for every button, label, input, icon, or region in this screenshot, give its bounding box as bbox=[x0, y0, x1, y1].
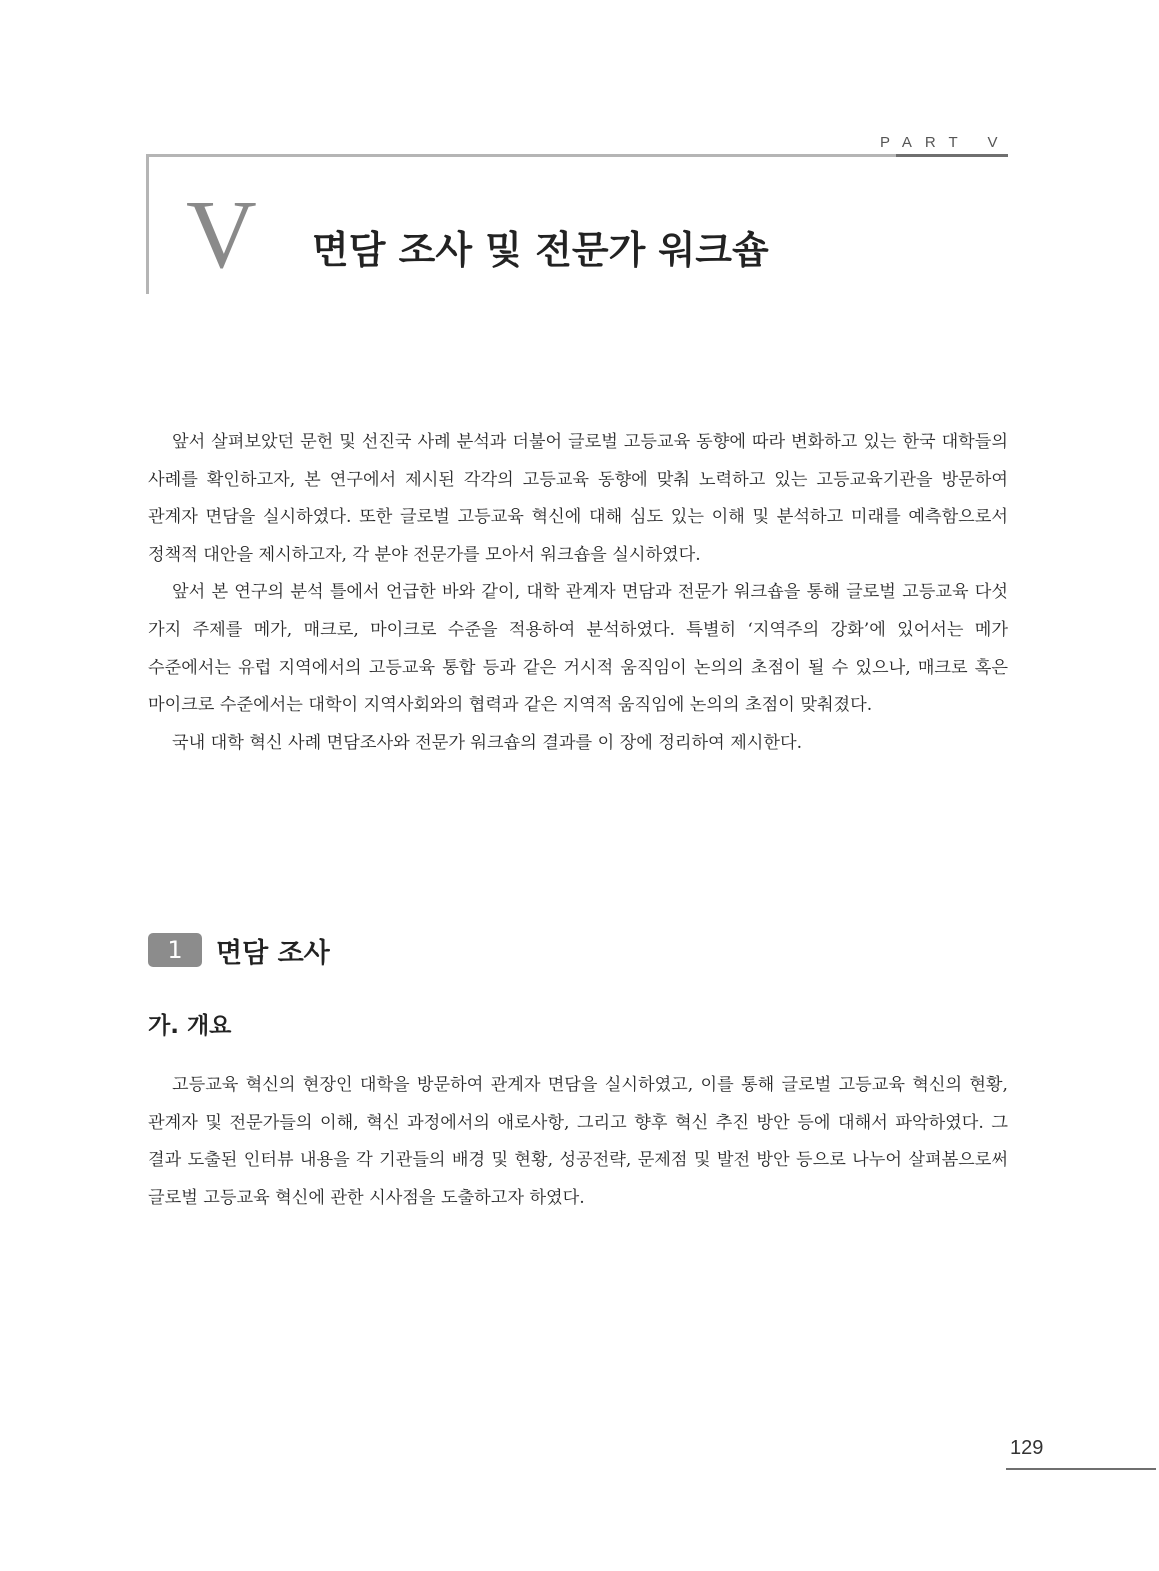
chapter-frame-rule bbox=[146, 154, 149, 294]
section-number-badge: 1 bbox=[148, 933, 202, 967]
subsection-title: 가. 개요 bbox=[148, 1013, 232, 1039]
intro-paragraph-1: 앞서 살펴보았던 문헌 및 선진국 사례 분석과 더불어 글로벌 고등교육 동향에 따라 변화하고 있는 한국 대학들의 사례를 확인하고자, 본 연구에서 제시된 각각의 고등교육 동향에 맞춰 노력하고 있는 고등교육기관을 방문하여 관계자 면담을 실시하였다. 또한 글로벌 고등교육 혁신에 대해 심도 있는 이해 및 분석하고 미래를 예측함으로서 정책적 대안을 제시하고자, 각 분야 전문가를 모아서 워크숍을 실시하였다. bbox=[148, 432, 1008, 565]
header-rule bbox=[147, 154, 1008, 157]
chapter-title: 면담 조사 및 전문가 워크숍 bbox=[312, 228, 769, 272]
header-rule-accent bbox=[896, 154, 1008, 157]
section-heading bbox=[148, 932, 330, 968]
part-label: PART V bbox=[880, 134, 1011, 151]
intro-text bbox=[148, 424, 1008, 762]
page-number: 129 bbox=[1010, 1437, 1044, 1459]
footer-rule bbox=[1006, 1468, 1156, 1470]
overview-text bbox=[148, 1067, 1008, 1217]
chapter-numeral: V bbox=[186, 181, 257, 289]
overview-paragraph-1: 고등교육 혁신의 현장인 대학을 방문하여 관계자 면담을 실시하였고, 이를 통해 글로벌 고등교육 혁신의 현황, 관계자 및 전문가들의 이해, 혁신 과정에서의 애로사항, 그리고 향후 혁신 추진 방안 등에 대해서 파악하였다. 그 결과 도출된 인터뷰 내용을 각 기관들의 배경 및 현황, 성공전략, 문제점 및 발전 방안 등으로 나누어 살펴봄으로써 글로벌 고등교육 혁신에 관한 시사점을 도출하고자 하였다. bbox=[148, 1075, 1008, 1208]
intro-paragraph-2: 앞서 본 연구의 분석 틀에서 언급한 바와 같이, 대학 관계자 면담과 전문가 워크숍을 통해 글로벌 고등교육 다섯 가지 주제를 메가, 매크로, 마이크로 수준을 적용하여 분석하였다. 특별히 ‘지역주의 강화’에 있어서는 메가 수준에서는 유럽 지역에서의 고등교육 통합 등과 같은 거시적 움직임이 논의의 초점이 될 수 있으나, 매크로 혹은 마이크로 수준에서는 대학이 지역사회와의 협력과 같은 지역적 움직임에 논의의 초점이 맞춰졌다. bbox=[148, 582, 1008, 716]
intro-paragraph-3: 국내 대학 혁신 사례 면담조사와 전문가 워크숍의 결과를 이 장에 정리하여 제시한다. bbox=[172, 732, 803, 753]
section-title: 면담 조사 bbox=[216, 937, 330, 969]
